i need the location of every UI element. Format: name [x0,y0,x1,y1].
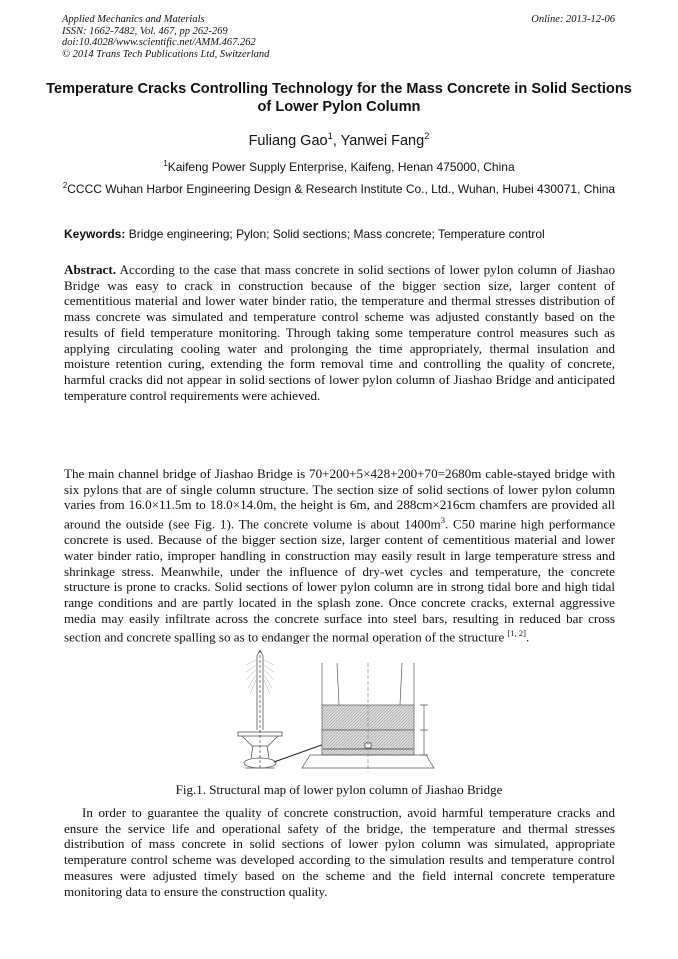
intro-paragraph [64,466,615,645]
copyright: © 2014 Trans Tech Publications Ltd, Switzerland [62,48,270,60]
keywords [64,227,545,241]
abstract-text: According to the case that mass concrete in solid sections of lower pylon column of Jiashao Bridge was easy to crack in construction because of the bigger section size, larger content of cementitious material and lower water binder ratio, the temperature and thermal stresses distribution of mass concrete was simulated and temperature control scheme was adjusted constantly based on the results of field temperature monitoring. Through taking some temperature control measures such as applying circulating cooling water and prolonging the time appropriately, thermal insulation and moisture retention curing, extending the form removal time and controlling the quality of concrete, harmful cracks did not appear in solid sections of lower pylon column of Jiashao Bridge and anticipated temperature control requirements were achieved. [64,262,615,403]
superscript: 3 [440,515,445,526]
citation: [1, 2] [507,628,527,639]
text: . [526,629,530,645]
keywords-text: Bridge engineering; Pylon; Solid sections; Mass concrete; Temperature control [125,227,545,241]
figure-caption: Fig.1. Structural map of lower pylon column of Jiashao Bridge [175,782,503,797]
abstract-label: Abstract. [64,262,116,277]
affiliation [62,178,616,197]
author-name: Yanwei Fang [340,132,425,149]
authors: Fuliang Gao$^1$, Yanwei Fang$^2$ [248,130,430,149]
author-sup: 2 [424,130,430,141]
pylon-elevation [238,650,282,770]
doi: doi:10.4028/www.scientific.net/AMM.467.262 [62,37,256,48]
journal-name: Applied Mechanics and Materials [62,14,205,25]
affiliation [62,156,616,175]
abstract [64,262,615,403]
intro-paragraph-2: In order to guarantee the quality of concrete construction, avoid harmful temperature cracks and ensure the service life and operational safety of the bridge, the temperature and thermal stresses distribution of mass concrete in solid sections of lower pylon column was simulated, appropriate temperature control scheme was developed according to the simulation results and temperature control measures were adjusted timely based on the scheme and the field internal concrete temperature monitoring data to ensure the construction quality. [64,805,615,899]
figure-pylon-map [200,630,460,780]
column-section [302,663,434,772]
text: The main channel bridge of Jiashao Bridge is 70+200+5×428+200+70=2680m cable-stayed bridge with six pylons that are of single column structure. The section size of solid sections of lower pylon column varies from 16.0×11.5m to 18.0×14.0m, the height is 6m, and 288cm×216cm chamfers are provided all around the outside (see Fig. 1). The concrete volume is about 1400m [64,466,615,532]
affiliation-sup: 1 [163,159,168,168]
online-date: Online: 2013-12-06 [531,14,615,25]
affiliation-text: Kaifeng Power Supply Enterprise, Kaifeng, Henan 475000, China [167,160,515,174]
paper-title: Temperature Cracks Controlling Technology for the Mass Concrete in Solid Sections of Lower Pylon Column [46,81,632,115]
author-name: Fuliang Gao [248,132,328,149]
issn: ISSN: 1662-7482, Vol. 467, pp 262-269 [62,25,228,37]
journal-header [62,14,269,60]
author-sup: 1 [327,130,333,141]
affiliation-sup: 2 [62,181,68,190]
text: . C50 marine high performance concrete is used. Because of the bigger section size, larger content of cementitious material and lower water binder ratio, improper handling in construction may easily result in large temperature stress and shrinkage stress. Meanwhile, under the influence of dry-wet cycles and temperature, the concrete structure is prone to cracks. Solid sections of lower pylon column are in strong tidal bore and high tidal range conditions and are partly located in the splash zone. Once concrete cracks, external aggressive media may easily infiltrate across the concrete surface into steel bars, resulting in reduced bar cross section and concrete spalling so as to endanger the normal operation of the structure [64,516,616,645]
affiliation-text: CCCC Wuhan Harbor Engineering Design & Research Institute Co., Ltd., Wuhan, Hubei 430071, China [67,182,616,196]
keywords-label: Keywords: [64,227,126,241]
